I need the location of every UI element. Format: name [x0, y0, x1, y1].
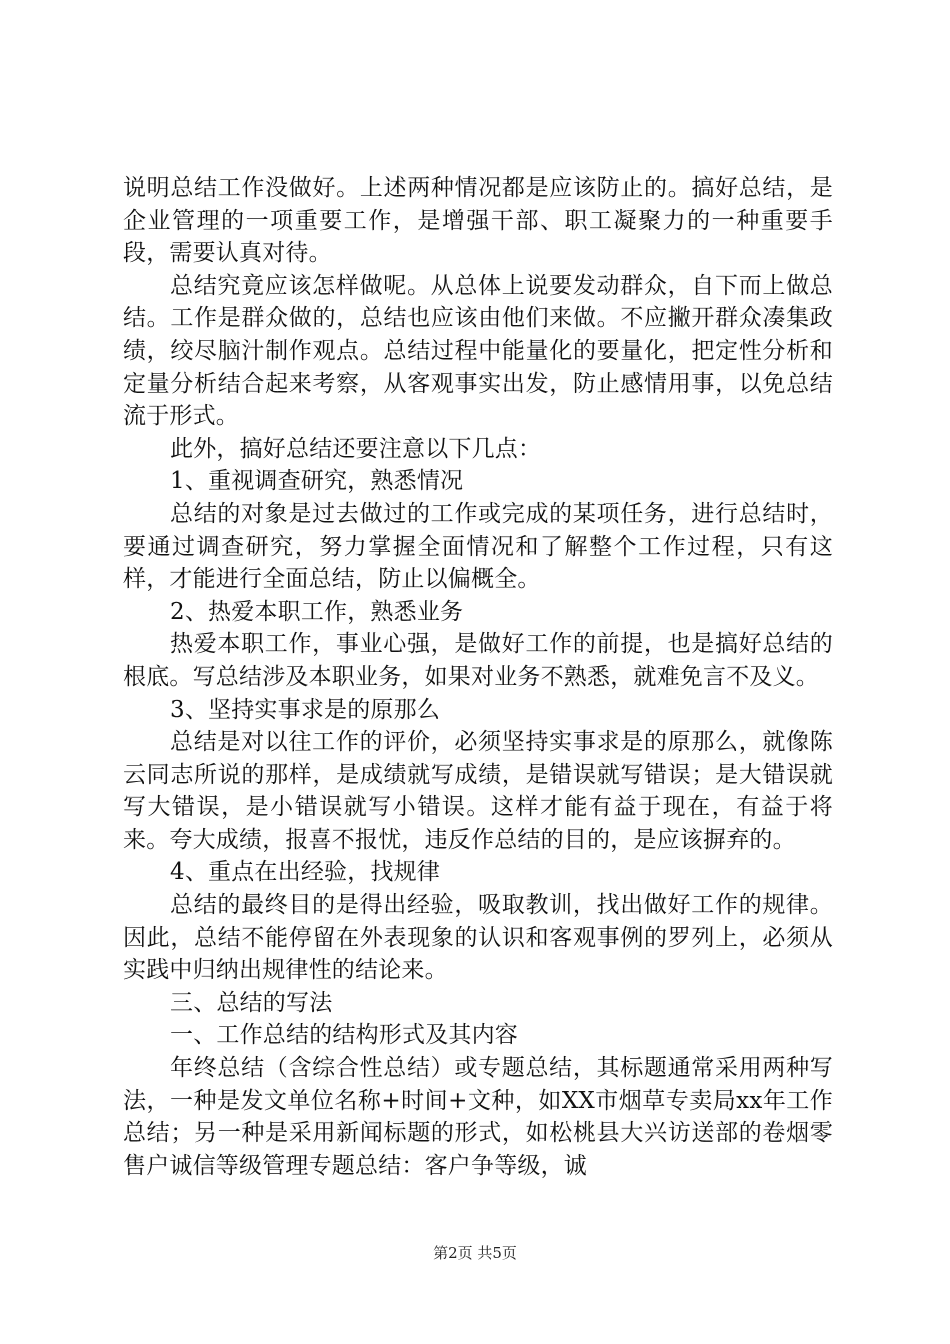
section-heading: 一、工作总结的结构形式及其内容 — [170, 1022, 518, 1049]
paragraph: 总结是对以往工作的评价，必须坚持实事求是的原那么，就像陈云同志所说的那样，是成绩就写成绩，是错误就写错误；是大错误就写大错误，是小错误就写小错误。这样才能有益于现在，有益于将来。夸大成绩，报喜不报忧，违反作总结的目的，是应该摒弃的。 — [123, 729, 833, 853]
paragraph: 总结的最终目的是得出经验，吸取教训，找出做好工作的规律。因此，总结不能停留在外表现象的认识和客观事例的罗列上，必须从实践中归纳出规律性的结论来。 — [123, 892, 833, 984]
section-heading: 3、坚持实事求是的原那么 — [170, 696, 441, 723]
paragraph: 热爱本职工作，事业心强，是做好工作的前提，也是搞好总结的根底。写总结涉及本职业务，如果对业务不熟悉，就难免言不及义。 — [123, 631, 833, 690]
section-heading: 1、重视调查研究，熟悉情况 — [170, 468, 464, 495]
document-body — [123, 172, 833, 1182]
paragraph: 年终总结（含综合性总结）或专题总结，其标题通常采用两种写法，一种是发文单位名称+时间+文种，如XX市烟草专卖局xx年工作总结；另一种是采用新闻标题的形式，如松桃县大兴访送部的卷烟零售户诚信等级管理专题总结：客户争等级，诚 — [123, 1055, 833, 1179]
page-number-footer: 第2页 共5页 — [433, 1244, 517, 1262]
paragraph: 总结究竟应该怎样做呢。从总体上说要发动群众，自下而上做总结。工作是群众做的，总结也应该由他们来做。不应撇开群众凑集政绩，绞尽脑汁制作观点。总结过程中能量化的要量化，把定性分析和定量分析结合起来考察，从客观事实出发，防止感情用事，以免总结流于形式。 — [123, 272, 833, 430]
paragraph: 说明总结工作没做好。上述两种情况都是应该防止的。搞好总结，是企业管理的一项重要工作，是增强干部、职工凝聚力的一种重要手段，需要认真对待。 — [123, 175, 833, 267]
section-heading: 4、重点在出经验，找规律 — [170, 859, 441, 886]
paragraph: 此外，搞好总结还要注意以下几点： — [170, 435, 542, 462]
section-heading: 三、总结的写法 — [170, 989, 333, 1016]
paragraph: 总结的对象是过去做过的工作或完成的某项任务，进行总结时，要通过调查研究，努力掌握全面情况和了解整个工作过程，只有这样，才能进行全面总结，防止以偏概全。 — [123, 500, 833, 593]
section-heading: 2、热爱本职工作，熟悉业务 — [170, 598, 464, 625]
